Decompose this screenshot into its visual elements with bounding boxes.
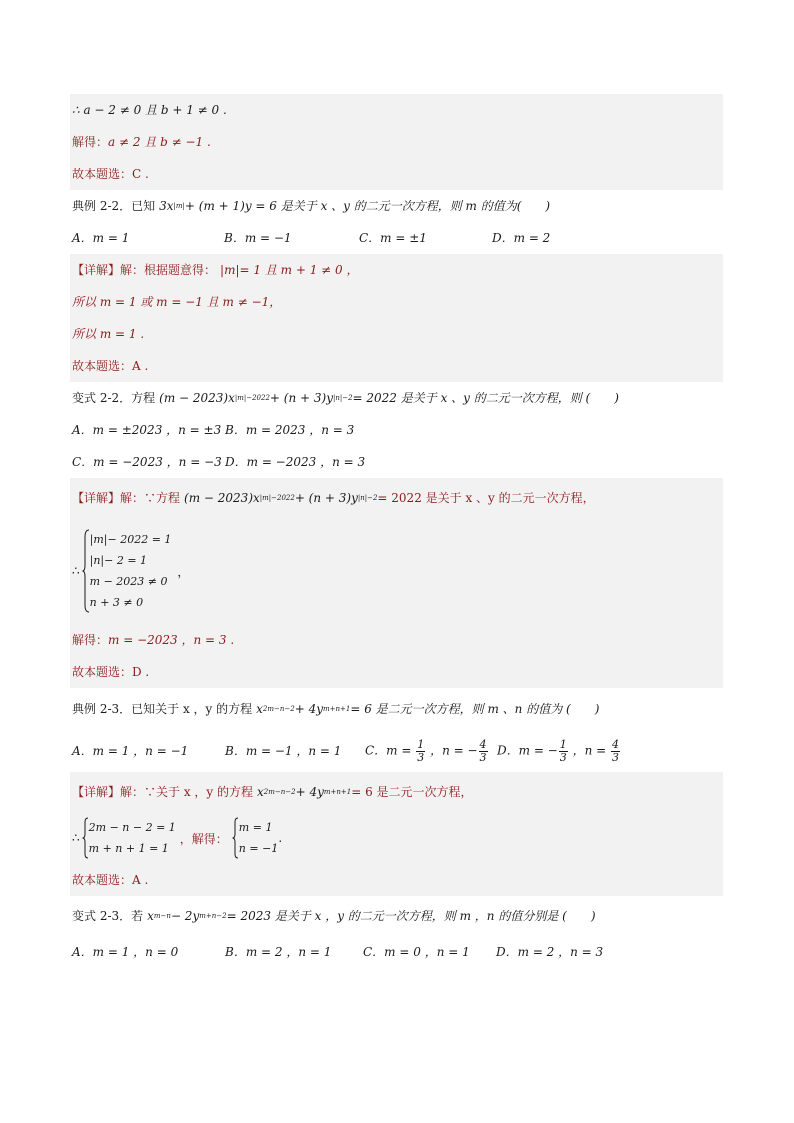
answer-text: 故本题选：D . xyxy=(72,665,150,679)
text: = 2022 是关于 x 、y 的二元一次方程， xyxy=(377,491,595,505)
eq-part: + (n + 3)y xyxy=(294,491,358,505)
system-line: |n|− 2 = 1 xyxy=(89,554,148,567)
eq-part: = 6 是二元一次方程，则 m 、n 的值为 ( ) xyxy=(350,702,600,716)
text: 解：∵方程 xyxy=(120,491,181,505)
period: . xyxy=(278,831,283,845)
therefore-symbol: ∴ xyxy=(72,564,80,578)
options-2-3 xyxy=(70,730,723,772)
eq-part: = 2022 是关于 x 、y 的二元一次方程，则 ( ) xyxy=(352,391,619,405)
system xyxy=(82,529,172,613)
answer-line xyxy=(70,350,723,382)
option-d: D．m = 2 ，n = 3 xyxy=(496,945,604,959)
detail-line: 【详解】 解：∵方程 (m − 2023)x |m|−2022 + (n + 3)y |n|−2 = 2022 是关于 x 、y 的二元一次方程， xyxy=(70,478,723,518)
solve-label: 解得： xyxy=(72,633,109,647)
detail-label: 【详解】 xyxy=(72,263,121,277)
eq-part: − 2y xyxy=(170,909,200,923)
numerator: 1 xyxy=(559,737,567,751)
text: a ≠ 2 且 b ≠ −1 . xyxy=(108,135,211,149)
question-2-2: 典例 2-2．已知 3x |m| + (m + 1)y = 6 是关于 x 、y 的二元一次方程，则 m 的值为( ) xyxy=(72,199,551,213)
option-a: A．m = 1 ，n = 0 xyxy=(72,945,179,959)
eq-part: x xyxy=(256,702,263,716)
system xyxy=(82,817,176,859)
therefore-symbol: ∴ xyxy=(72,831,80,845)
text: m = −2023 ，n = 3 . xyxy=(108,633,235,647)
text: ，n = xyxy=(568,743,610,758)
option-c: C．m = −2023 ，n = −3 xyxy=(72,455,222,469)
option-a: A．m = 1 xyxy=(72,231,130,245)
option-b: B．m = −1 ，n = 1 xyxy=(225,744,342,758)
eq-part: + 4y xyxy=(295,785,324,799)
answer-text: 故本题选：A . xyxy=(72,873,149,887)
equation-system xyxy=(70,812,723,864)
numerator: 4 xyxy=(611,737,619,751)
question-v2-2: 变式 2-2．方程 (m − 2023)x |m|−2022 + (n + 3)y |n|−2 = 2022 是关于 x 、y 的二元一次方程，则 ( ) xyxy=(72,391,619,405)
text: D．m = − xyxy=(497,743,558,758)
denominator: 3 xyxy=(479,750,487,764)
denominator: 3 xyxy=(417,750,425,764)
text: 解：根据题意得： xyxy=(120,263,217,277)
text: 所以 m = 1 . xyxy=(72,327,145,341)
system-line: n + 3 ≠ 0 xyxy=(89,596,144,609)
text: ，n = − xyxy=(426,743,478,758)
denominator: 3 xyxy=(611,750,619,764)
eq-part: x xyxy=(147,909,154,923)
text: = 6 是二元一次方程， xyxy=(351,785,473,799)
system-line: m − 2023 ≠ 0 xyxy=(89,575,168,588)
document-page xyxy=(70,94,723,968)
option-a: A．m = ±2023 ，n = ±3 xyxy=(72,423,222,437)
equation-system xyxy=(70,518,723,624)
system-line: |m|− 2022 = 1 xyxy=(89,533,172,546)
question-2-3: 典例 2-3．已知关于 x ，y 的方程 x 2m−n−2 + 4y m+n+1 = 6 是二元一次方程，则 m 、n 的值为 ( ) xyxy=(72,702,600,716)
eq-part: + 4y xyxy=(294,702,324,716)
answer-line xyxy=(70,158,723,190)
option-b: B．m = −1 xyxy=(224,231,292,245)
question-v2-3: 变式 2-3．若 x m−n − 2y m+n−2 = 2023 是关于 x ，y 的二元一次方程，则 m ，n 的值分别是 ( ) xyxy=(72,909,596,923)
system-lines xyxy=(239,817,279,859)
detail-line xyxy=(70,254,723,286)
question-label: 典例 2-3．已知关于 x ，y 的方程 xyxy=(72,702,253,716)
fraction xyxy=(479,739,488,763)
detail-label: 【详解】 xyxy=(72,491,121,505)
question-label: 典例 2-2．已知 xyxy=(72,199,156,213)
options-v2-2-ab xyxy=(70,414,723,446)
solve-label: 解得： xyxy=(72,135,109,149)
denominator: 3 xyxy=(559,750,567,764)
brace-icon xyxy=(232,817,239,859)
brace-icon xyxy=(82,817,89,859)
answer-line xyxy=(70,656,723,688)
solution-line xyxy=(70,624,723,656)
eq-part: (m − 2023)x xyxy=(159,391,235,405)
solve-label: ，解得： xyxy=(179,831,228,846)
options-2-2 xyxy=(70,222,723,254)
answer-text: 故本题选：A . xyxy=(72,359,149,373)
system-lines xyxy=(90,529,172,613)
eq-part: 3x xyxy=(159,199,174,213)
option-b: B．m = 2 ，n = 1 xyxy=(225,945,332,959)
options-v2-3 xyxy=(70,936,723,968)
numerator: 4 xyxy=(479,737,487,751)
detail-line: 【详解】 解：∵关于 x ，y 的方程 x 2m−n−2 + 4y m+n+1 = 6 是二元一次方程， xyxy=(70,772,723,812)
fraction xyxy=(559,739,568,763)
option-d xyxy=(497,739,621,763)
options-v2-2-cd xyxy=(70,446,723,478)
eq-part: = 2023 是关于 x ，y 的二元一次方程，则 m ，n 的值分别是 ( ) xyxy=(226,909,596,923)
text: |m|= 1 且 m + 1 ≠ 0 ， xyxy=(220,263,359,277)
eq-part: x xyxy=(257,785,264,799)
answer-line xyxy=(70,864,723,896)
system-lines xyxy=(89,817,176,859)
system-line: n = −1 xyxy=(238,842,279,855)
system-line: 2m − n − 2 = 1 xyxy=(88,821,176,834)
option-c: C．m = ±1 xyxy=(359,231,427,245)
text: ∴ a − 2 ≠ 0 且 b + 1 ≠ 0 . xyxy=(72,103,227,117)
option-b: B．m = 2023 ，n = 3 xyxy=(225,423,355,437)
fraction xyxy=(611,739,620,763)
numerator: 1 xyxy=(417,737,425,751)
solution-line xyxy=(70,94,723,126)
system-line: m + n + 1 = 1 xyxy=(88,842,169,855)
eq-part: (m − 2023)x xyxy=(184,491,260,505)
detail-label: 【详解】 xyxy=(72,785,121,799)
text: 解：∵关于 x ，y 的方程 xyxy=(120,785,254,799)
solution-line xyxy=(70,126,723,158)
question-label: 变式 2-3．若 xyxy=(72,909,144,923)
option-c: C．m = 0 ，n = 1 xyxy=(363,945,470,959)
option-c xyxy=(365,739,497,763)
option-d: D．m = 2 xyxy=(492,231,551,245)
answer-text: 故本题选：C . xyxy=(72,167,149,181)
option-d: D．m = −2023 ，n = 3 xyxy=(225,455,366,469)
solution-line xyxy=(70,318,723,350)
question-label: 变式 2-2．方程 xyxy=(72,391,156,405)
option-a: A．m = 1 ，n = −1 xyxy=(72,744,189,758)
text: 所以 m = 1 或 m = −1 且 m ≠ −1， xyxy=(72,295,282,309)
system-line: m = 1 xyxy=(238,821,273,834)
fraction xyxy=(416,739,425,763)
eq-part: + (n + 3)y xyxy=(269,391,333,405)
brace-icon xyxy=(82,529,90,613)
text: ， xyxy=(177,564,190,579)
eq-part: + (m + 1)y = 6 是关于 x 、y 的二元一次方程，则 m 的值为( ) xyxy=(184,199,551,213)
text: C．m = xyxy=(365,743,416,758)
system xyxy=(232,817,279,859)
solution-line xyxy=(70,286,723,318)
